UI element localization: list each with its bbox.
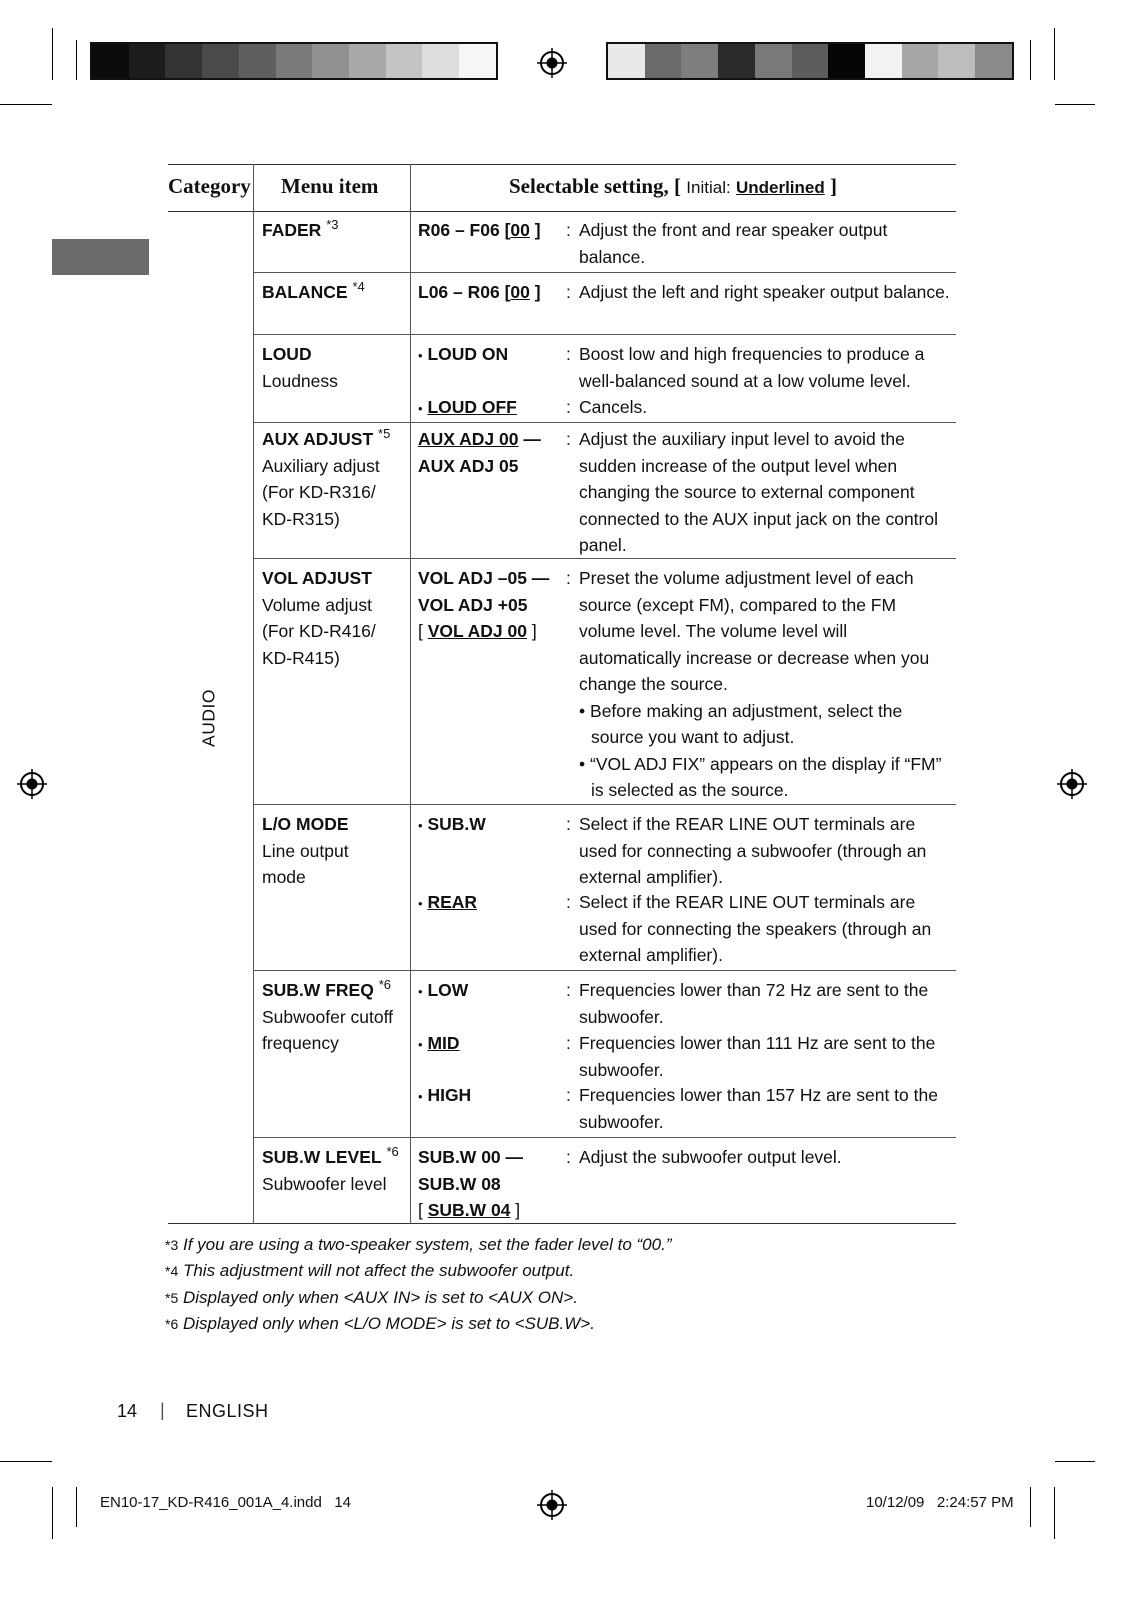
- column-divider: [410, 164, 411, 1224]
- color-swatch: [645, 44, 682, 78]
- desc-subw: : Select if the REAR LINE OUT terminals are used for connecting a subwoofer (through an external amplifier).: [566, 814, 927, 887]
- setting-aux-adjust: AUX ADJ 00 — AUX ADJ 05: [418, 429, 541, 476]
- color-swatch: [865, 44, 902, 78]
- color-swatch: [422, 44, 459, 78]
- menu-item-loud: LOUD Loudness: [262, 344, 338, 391]
- footnote: *6 Displayed only when <L/O MODE> is set to <SUB.W>.: [165, 1314, 595, 1333]
- crop-mark: [0, 1461, 52, 1462]
- desc-aux-adjust: : Adjust the auxiliary input level to avoid the sudden increase of the output level when changing the source to external component connected to the AUX input jack on the control panel.: [566, 429, 938, 555]
- header-menu-item: Menu item: [281, 174, 379, 198]
- footer-separator: |: [160, 1400, 165, 1420]
- option-subw: • SUB.W: [418, 814, 486, 834]
- desc-subw-level: : Adjust the subwoofer output level.: [566, 1147, 842, 1167]
- footer-language: ENGLISH: [186, 1401, 269, 1421]
- color-swatch: [681, 44, 718, 78]
- page-number: 14: [117, 1401, 138, 1421]
- category-audio: AUDIO: [198, 689, 219, 747]
- desc-loud-off: : Cancels.: [566, 397, 648, 417]
- color-swatch: [92, 44, 129, 78]
- color-swatch: [975, 44, 1012, 78]
- setting-subw-level: SUB.W 00 — SUB.W 08 [ SUB.W 04 ]: [418, 1147, 524, 1220]
- color-swatch: [902, 44, 939, 78]
- color-swatch: [938, 44, 975, 78]
- column-divider: [253, 164, 254, 1224]
- table-header-rule: [168, 211, 956, 212]
- option-loud-on: • LOUD ON: [418, 344, 509, 364]
- desc-loud-on: : Boost low and high frequencies to produce a well-balanced sound at a low volume level.: [566, 344, 925, 391]
- crop-mark: [76, 1487, 77, 1527]
- desc-fader: : Adjust the front and rear speaker output balance.: [566, 220, 888, 267]
- header-category: Category: [168, 174, 251, 198]
- menu-item-aux-adjust: AUX ADJUST $^{*5}$ Auxiliary adjust (For KD-R316/ KD-R315): [262, 426, 391, 529]
- row-divider: [254, 272, 956, 273]
- color-swatch: [349, 44, 386, 78]
- crop-mark: [1054, 28, 1055, 80]
- crop-mark: [1054, 1487, 1055, 1539]
- footnote: *4 This adjustment will not affect the subwoofer output.: [165, 1261, 575, 1280]
- registration-mark-icon: [537, 1490, 567, 1520]
- table-bottom-rule: [168, 1223, 956, 1224]
- menu-item-balance: BALANCE $^{*4}$: [262, 279, 365, 302]
- color-bar-left: [90, 42, 498, 80]
- desc-balance: : Adjust the left and right speaker output balance.: [566, 282, 950, 302]
- option-low: • LOW: [418, 980, 469, 1000]
- color-swatch: [608, 44, 645, 78]
- color-swatch: [202, 44, 239, 78]
- color-swatch: [165, 44, 202, 78]
- desc-low: : Frequencies lower than 72 Hz are sent to the subwoofer.: [566, 980, 929, 1027]
- setting-fader: R06 – F06 [00 ]: [418, 220, 541, 240]
- option-rear: • REAR: [418, 892, 478, 912]
- color-swatch: [792, 44, 829, 78]
- color-swatch: [276, 44, 313, 78]
- color-swatch: [828, 44, 865, 78]
- crop-mark: [76, 40, 77, 80]
- desc-rear: : Select if the REAR LINE OUT terminals are used for connecting the speakers (through an external amplifier).: [566, 892, 932, 965]
- menu-item-vol-adjust: VOL ADJUST Volume adjust (For KD-R416/ KD-R415): [262, 568, 376, 668]
- header-selectable-setting: Selectable setting, [ Initial: Underlined ]: [509, 174, 838, 198]
- crop-mark: [1055, 1461, 1095, 1462]
- print-slug-file: EN10-17_KD-R416_001A_4.indd 14: [100, 1494, 352, 1511]
- crop-mark: [1055, 104, 1095, 105]
- row-divider: [254, 422, 956, 423]
- option-high: • HIGH: [418, 1085, 472, 1105]
- registration-mark-icon: [17, 769, 47, 799]
- color-swatch: [718, 44, 755, 78]
- registration-mark-icon: [537, 48, 567, 78]
- option-mid: • MID: [418, 1033, 460, 1053]
- section-tab: [52, 239, 149, 275]
- footnote: *5 Displayed only when <AUX IN> is set to <AUX ON>.: [165, 1288, 578, 1307]
- row-divider: [254, 1137, 956, 1138]
- option-loud-off: • LOUD OFF: [418, 397, 517, 417]
- color-bar-right: [606, 42, 1014, 80]
- setting-vol-adjust: VOL ADJ –05 — VOL ADJ +05 [ VOL ADJ 00 ]: [418, 568, 550, 641]
- desc-mid: : Frequencies lower than 111 Hz are sent to the subwoofer.: [566, 1033, 936, 1080]
- crop-mark: [1030, 40, 1031, 80]
- row-divider: [254, 334, 956, 335]
- color-swatch: [459, 44, 496, 78]
- crop-mark: [52, 28, 53, 80]
- color-swatch: [239, 44, 276, 78]
- menu-item-fader: FADER $^{*3}$: [262, 217, 339, 240]
- color-swatch: [129, 44, 166, 78]
- desc-vol-adjust: : Preset the volume adjustment level of each source (except FM), compared to the FM volume level. The volume level will automatically increase or decrease when you change the source. • Before making an adjustment, select the source you want to adjust. • “VOL ADJ FIX” appears on the display if “FM” is selected as the source.: [566, 568, 942, 800]
- registration-mark-icon: [1057, 769, 1087, 799]
- menu-item-subw-level: SUB.W LEVEL $^{*6}$ Subwoofer level: [262, 1144, 399, 1194]
- footnote: *3 If you are using a two-speaker system, set the fader level to “00.”: [165, 1235, 672, 1254]
- desc-high: : Frequencies lower than 157 Hz are sent to the subwoofer.: [566, 1085, 938, 1132]
- table-top-rule: [168, 164, 956, 165]
- row-divider: [254, 970, 956, 971]
- crop-mark: [1030, 1487, 1031, 1527]
- print-slug-timestamp: 10/12/09 2:24:57 PM: [866, 1494, 1014, 1511]
- crop-mark: [52, 1487, 53, 1539]
- row-divider: [254, 804, 956, 805]
- setting-balance: L06 – R06 [00 ]: [418, 282, 541, 302]
- color-swatch: [755, 44, 792, 78]
- menu-item-subw-freq: SUB.W FREQ $^{*6}$ Subwoofer cutoff frequency: [262, 977, 394, 1053]
- color-swatch: [312, 44, 349, 78]
- color-swatch: [386, 44, 423, 78]
- crop-mark: [0, 104, 52, 105]
- menu-item-lo-mode: L/O MODE Line output mode: [262, 814, 349, 887]
